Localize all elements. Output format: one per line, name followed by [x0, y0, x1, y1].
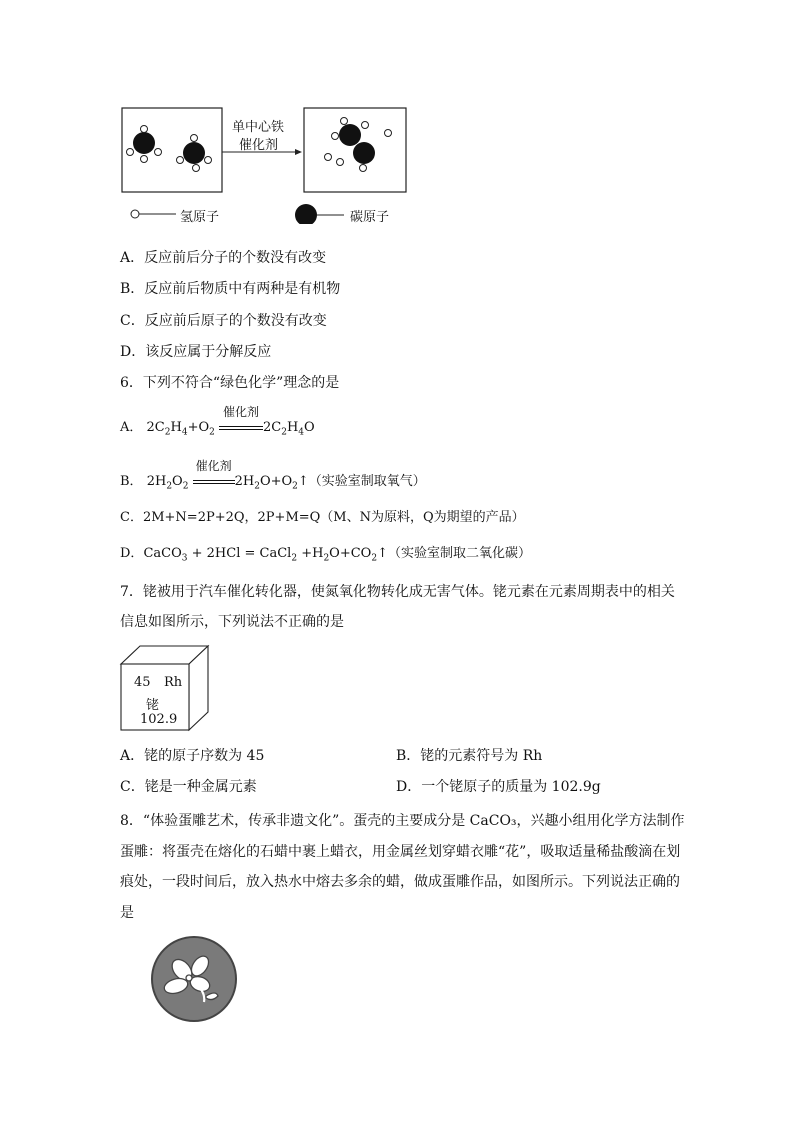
- q6-option-b: B． $2H_2O_2$ 催化剂 $2H_2O+O_2↑$（实验室制取氧气）: [120, 459, 426, 492]
- q5-option-b: B．反应前后物质中有两种是有机物: [120, 281, 341, 297]
- reactant-molecule: [127, 126, 162, 163]
- q8-line-4: 是: [120, 905, 134, 921]
- egg-carving-image: [120, 932, 270, 1028]
- q8-line-3: 痕处，一段时间后，放入热水中熔去多余的蜡，做成蛋雕作品，如图所示。下列说法正确的: [120, 874, 680, 890]
- q7-stem-line-1: 7．铑被用于汽车催化转化器，使氮氧化物转化成无害气体。铑元素在元素周期表中的相关: [120, 584, 675, 600]
- product-molecule: [325, 118, 392, 172]
- carbon-legend-icon: [295, 204, 317, 224]
- q7-option-c: C．铑是一种金属元素: [120, 779, 257, 795]
- q6-stem: 6．下列不符合“绿色化学”理念的是: [120, 375, 340, 391]
- q5-option-d: D．该反应属于分解反应: [120, 344, 272, 360]
- q7-option-b: B．铑的元素符号为 Rh: [396, 748, 543, 764]
- q8-line-2: 蛋雕：将蛋壳在熔化的石蜡中裹上蜡衣，用金属丝划穿蜡衣雕“花”，吸取适量稀盐酸滴在划: [120, 844, 681, 860]
- hydrogen-legend-icon: [131, 210, 139, 218]
- element-mass: 102.9: [140, 712, 178, 727]
- q7-stem-line-2: 信息如图所示，下列说法不正确的是: [120, 614, 344, 630]
- arrow-label-2: 催化剂: [239, 138, 279, 153]
- q6-option-c: C．2M+N=2P+2Q，2P+M=Q（M、N为原料，Q为期望的产品）: [120, 510, 525, 525]
- element-atomic-number: 45: [134, 675, 151, 690]
- arrow-label-1: 单中心铁: [232, 120, 285, 135]
- q7-option-d: D．一个铑原子的质量为 102.9g: [396, 779, 601, 795]
- element-name: 铑: [146, 698, 160, 713]
- catalyst-condition: 催化剂: [219, 418, 263, 438]
- q8-line-1: 8．“体验蛋雕艺术，传承非遗文化”。蛋壳的主要成分是 CaCO₃，兴趣小组用化学方法制作: [120, 813, 685, 829]
- q7-option-a: A．铑的原子序数为 45: [120, 748, 265, 764]
- legend-hydrogen-label: 氢原子: [180, 210, 220, 225]
- q5-option-c: C．反应前后原子的个数没有改变: [120, 313, 327, 329]
- q5-option-a: A．反应前后分子的个数没有改变: [120, 250, 327, 266]
- legend-carbon-label: 碳原子: [350, 210, 390, 225]
- element-symbol: Rh: [164, 675, 183, 690]
- reactant-molecule: [177, 135, 212, 172]
- q6-option-d: D．CaCO$_3$ + 2HCl = CaCl$_2$ $+H_2O+CO_2↑$（实验室制取二氧化碳）: [120, 546, 531, 564]
- catalyst-condition: 催化剂: [193, 472, 235, 492]
- q6-option-a: A． $2C_2H_4+O_2$ 催化剂 $2C_2H_4O$: [120, 405, 315, 438]
